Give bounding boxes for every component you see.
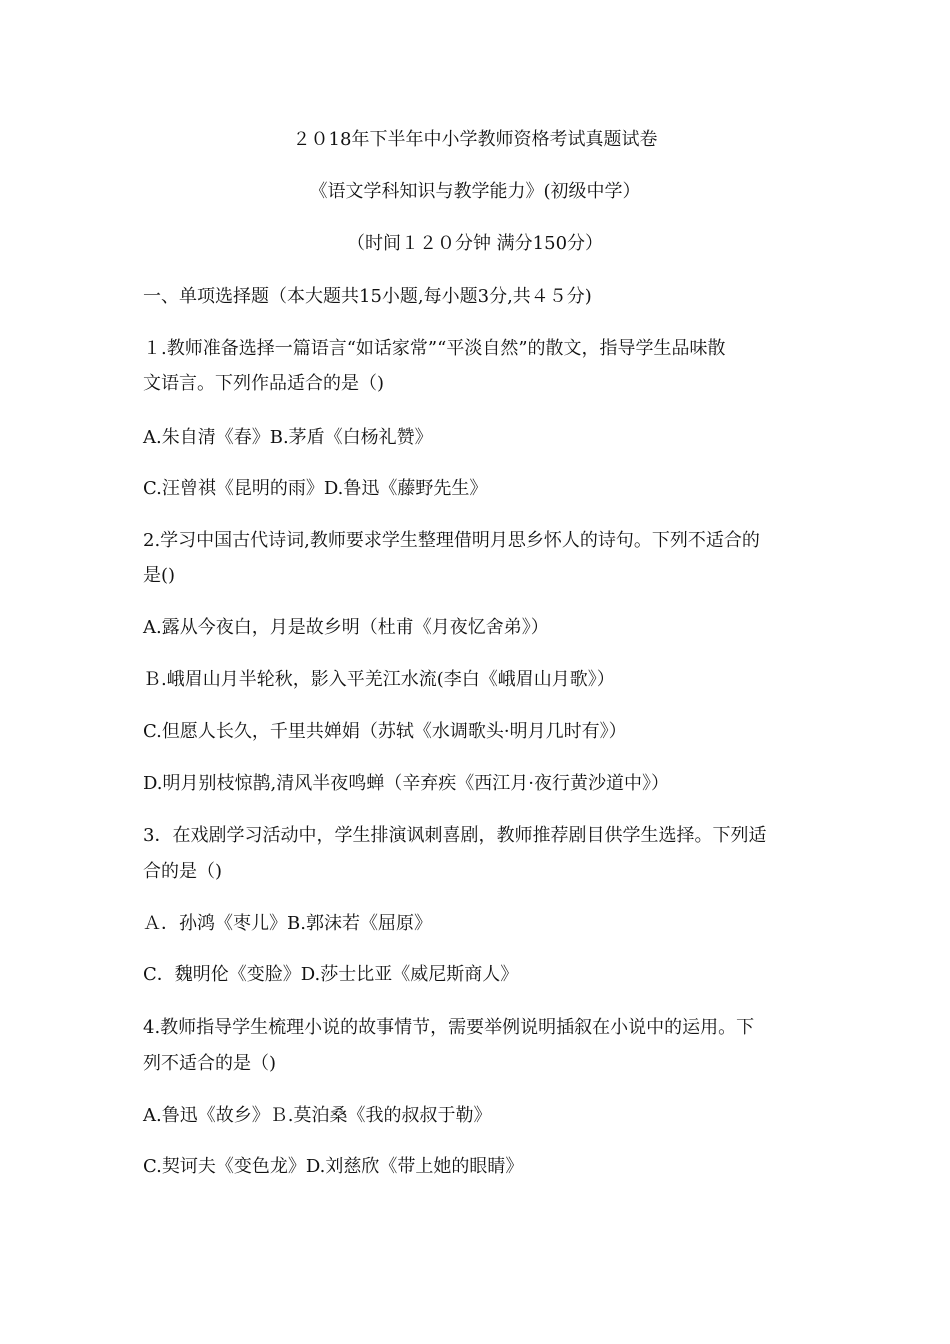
exam-title: ２０18年下半年中小学教师资格考试真题试卷 bbox=[292, 129, 658, 150]
question-2-option-line: C.但愿人长久，千里共婵娟（苏轼《水调歌头·明月几时有》） bbox=[143, 721, 627, 742]
question-3-option-line: Ａ．孙鸿《枣儿》B.郭沫若《屈原》 bbox=[143, 913, 432, 934]
question-2-stem-line-2: 是() bbox=[143, 565, 176, 586]
question-1-option-line: C.汪曾祺《昆明的雨》D.鲁迅《藤野先生》 bbox=[143, 478, 488, 499]
question-1-stem-line-2: 文语言。下列作品适合的是（) bbox=[143, 373, 385, 394]
question-4-option-line: A.鲁迅《故乡》Ｂ.莫泊桑《我的叔叔于勒》 bbox=[143, 1105, 492, 1126]
question-2-option-line: D.明月别枝惊鹊,清风半夜鸣蝉（辛弃疾《西江月·夜行黄沙道中》） bbox=[143, 773, 669, 794]
exam-time-info: （时间１２０分钟 满分150分） bbox=[346, 233, 604, 254]
exam-subtitle: 《语文学科知识与教学能力》(初级中学） bbox=[309, 181, 641, 202]
question-2-option-line: Ｂ.峨眉山月半轮秋，影入平羌江水流(李白《峨眉山月歌》） bbox=[143, 669, 615, 690]
section-heading: 一、单项选择题（本大题共15小题,每小题3分,共４５分) bbox=[143, 286, 592, 307]
question-3-stem-line-1: 3．在戏剧学习活动中，学生排演讽刺喜剧，教师推荐剧目供学生选择。下列适 bbox=[143, 825, 767, 846]
question-4-stem-line-1: 4.教师指导学生梳理小说的故事情节，需要举例说明插叙在小说中的运用。下 bbox=[143, 1017, 755, 1038]
question-3-option-line: C．魏明伦《变脸》D.莎士比亚《威尼斯商人》 bbox=[143, 964, 519, 985]
question-1-option-line: A.朱自清《春》B.茅盾《白杨礼赞》 bbox=[143, 427, 433, 448]
question-3-stem-line-2: 合的是（) bbox=[143, 861, 223, 882]
question-4-stem-line-2: 列不适合的是（) bbox=[143, 1053, 277, 1074]
question-2-option-line: A.露从今夜白，月是故乡明（杜甫《月夜忆舍弟》） bbox=[143, 617, 549, 638]
question-4-option-line: C.契诃夫《变色龙》D.刘慈欣《带上她的眼睛》 bbox=[143, 1156, 524, 1177]
question-2-stem-line-1: 2.学习中国古代诗词,教师要求学生整理借明月思乡怀人的诗句。下列不适合的 bbox=[143, 530, 760, 551]
question-1-stem-line-1: １.教师准备选择一篇语言“如话家常”“平淡自然”的散文，指导学生品味散 bbox=[143, 338, 726, 359]
